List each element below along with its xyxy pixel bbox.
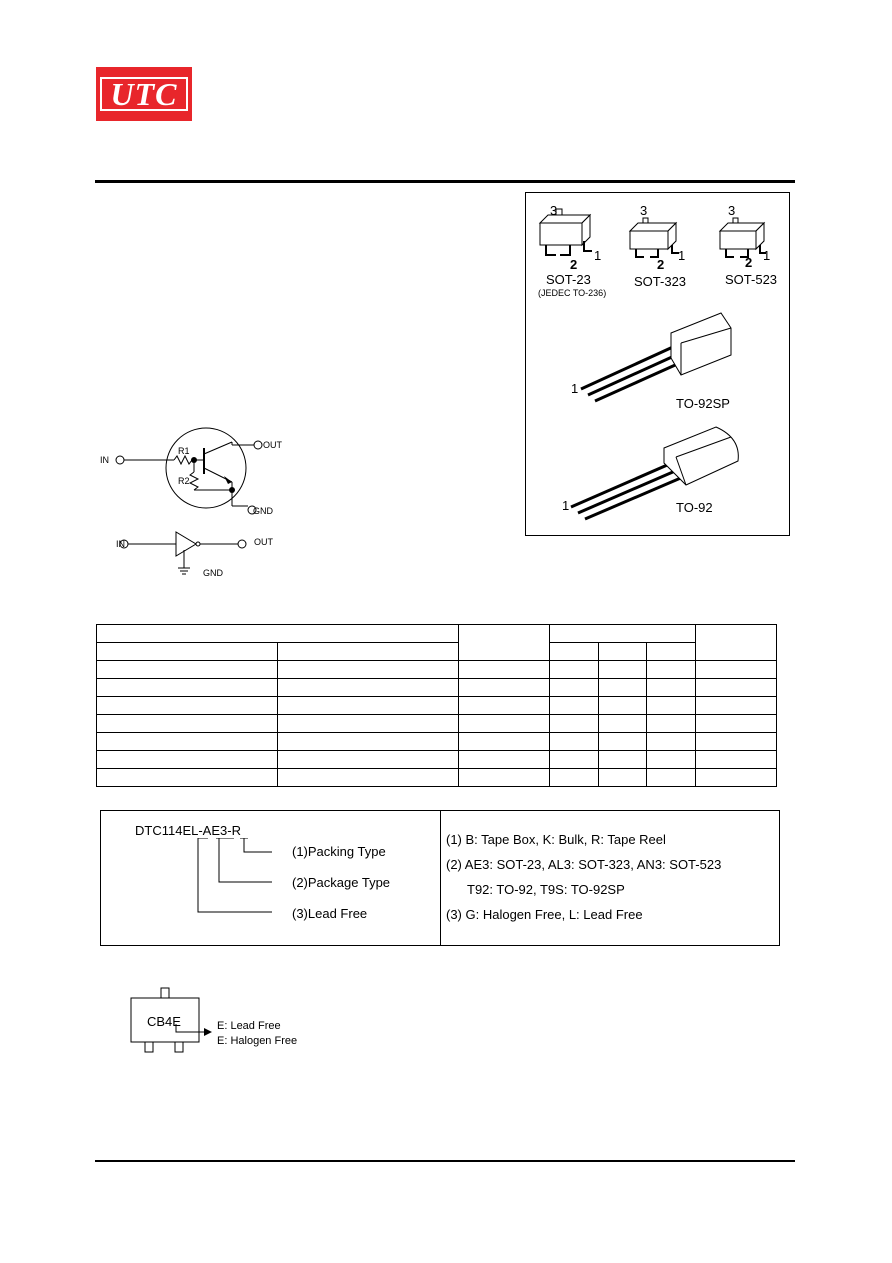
- to92sp-pin1: 1: [571, 381, 579, 396]
- to92sp-label: TO-92SP: [676, 396, 730, 411]
- sot323-pin3: 3: [640, 203, 648, 218]
- circuit-gnd-label: GND: [253, 506, 273, 516]
- to92-drawing: [571, 427, 738, 519]
- decode-item-package: (2)Package Type: [292, 875, 391, 890]
- sot23-label: SOT-23: [546, 272, 591, 287]
- sot323-pin1: 1: [678, 248, 686, 263]
- sot23-pin3: 3: [550, 203, 558, 218]
- package-drawings: [526, 193, 789, 535]
- sot323-pin2: 2: [657, 257, 665, 272]
- decode-note-2: (2) AE3: SOT-23, AL3: SOT-323, AN3: SOT-523: [446, 857, 722, 872]
- marking-line-1: E: Lead Free: [217, 1020, 281, 1032]
- decode-divider: [440, 810, 441, 946]
- to92-pin1: 1: [562, 498, 570, 513]
- sot523-pin3: 3: [728, 203, 736, 218]
- marking-code: CB4E: [147, 1014, 181, 1029]
- to92-label: TO-92: [676, 500, 713, 515]
- decode-note-3: T92: TO-92, T9S: TO-92SP: [467, 882, 625, 897]
- marking-line-2: E: Halogen Free: [217, 1035, 298, 1047]
- decode-item-packing: (1)Packing Type: [292, 844, 386, 859]
- sot23-drawing: [540, 209, 592, 255]
- sot23-pin1: 1: [594, 248, 602, 263]
- circuit-out-label: OUT: [263, 440, 282, 450]
- sot323-label: SOT-323: [634, 274, 687, 289]
- sot523-drawing: [720, 218, 766, 257]
- to92sp-drawing: [581, 313, 731, 401]
- utc-logo: [96, 67, 192, 121]
- ordering-info-table: [96, 624, 777, 787]
- circuit-in-label: IN: [100, 455, 109, 465]
- decode-item-leadfree: (3)Lead Free: [292, 906, 368, 921]
- footer-rule: [95, 1160, 795, 1162]
- decode-note-4: (3) G: Halogen Free, L: Lead Free: [446, 907, 643, 922]
- inverter-gnd-label: GND: [203, 568, 223, 578]
- inverter-out-label: OUT: [254, 537, 273, 547]
- sot323-drawing: [630, 218, 679, 257]
- circuit-r1-label: R1: [178, 446, 190, 456]
- circuit-r2-label: R2: [178, 476, 190, 486]
- decode-note-1: (1) B: Tape Box, K: Bulk, R: Tape Reel: [446, 832, 666, 847]
- inverter-in-label: IN: [116, 539, 125, 549]
- sot23-sub-label: (JEDEC TO-236): [538, 288, 607, 298]
- logo-text: UTC: [110, 75, 178, 112]
- decode-leader-lines: [190, 838, 280, 918]
- part-number: DTC114EL-AE3-R: [135, 823, 241, 838]
- header-rule: [95, 180, 795, 183]
- sot523-pin2: 2: [745, 255, 753, 270]
- sot523-pin1: 1: [763, 248, 771, 263]
- sot23-pin2: 2: [570, 257, 578, 272]
- sot523-label: SOT-523: [725, 272, 778, 287]
